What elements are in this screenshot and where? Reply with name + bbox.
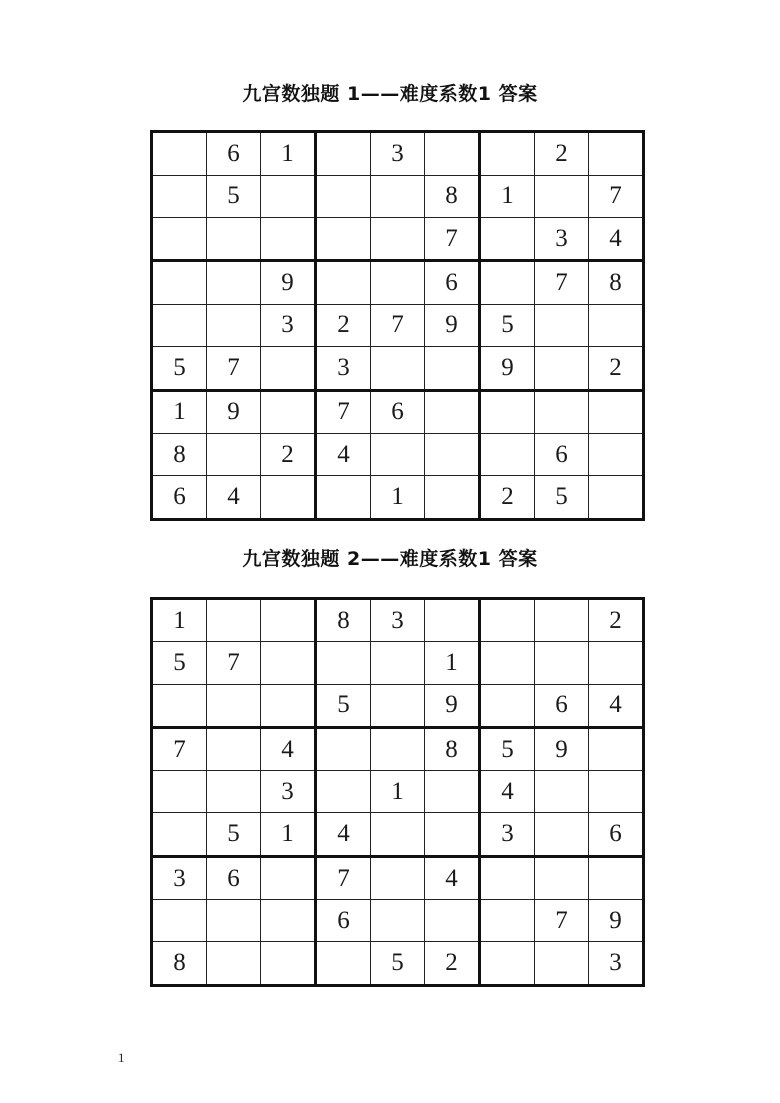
sudoku-cell [425, 900, 480, 942]
sudoku-cell: 1 [152, 599, 207, 642]
sudoku-cell: 1 [261, 813, 316, 856]
grid-row [152, 900, 644, 942]
sudoku-cell [480, 217, 535, 261]
sudoku-cell [261, 642, 316, 684]
sudoku-cell [371, 261, 425, 305]
sudoku-cell: 7 [207, 347, 261, 391]
sudoku-cell [371, 813, 425, 856]
sudoku-cell: 8 [152, 942, 207, 986]
sudoku-cell: 1 [261, 132, 316, 176]
sudoku-cell: 5 [480, 727, 535, 770]
sudoku-cell [480, 132, 535, 176]
sudoku-cell: 6 [316, 900, 371, 942]
sudoku-cell [152, 900, 207, 942]
sudoku-cell: 7 [152, 727, 207, 770]
sudoku-cell [261, 347, 316, 391]
sudoku-cell [480, 599, 535, 642]
sudoku-cell: 2 [589, 599, 644, 642]
sudoku-cell: 9 [425, 684, 480, 727]
sudoku-cell [261, 390, 316, 434]
sudoku-cell [261, 476, 316, 520]
sudoku-cell [589, 390, 644, 434]
sudoku-cell [152, 261, 207, 305]
sudoku-cell: 2 [589, 347, 644, 391]
sudoku-cell: 5 [207, 813, 261, 856]
sudoku-cell: 4 [480, 771, 535, 813]
sudoku-cell [535, 175, 589, 217]
sudoku-cell [152, 132, 207, 176]
sudoku-cell [261, 599, 316, 642]
sudoku-cell: 9 [480, 347, 535, 391]
sudoku-cell [152, 684, 207, 727]
sudoku-cell [316, 642, 371, 684]
sudoku-cell [207, 771, 261, 813]
sudoku-cell [207, 900, 261, 942]
sudoku-cell [152, 813, 207, 856]
sudoku-cell: 4 [425, 856, 480, 899]
sudoku-cell [207, 304, 261, 346]
sudoku-cell [480, 434, 535, 476]
sudoku-cell: 9 [589, 900, 644, 942]
sudoku-cell: 5 [152, 347, 207, 391]
sudoku-cell [480, 942, 535, 986]
sudoku-cell [371, 727, 425, 770]
sudoku-cell: 3 [316, 347, 371, 391]
sudoku-cell [371, 900, 425, 942]
sudoku-cell [261, 856, 316, 899]
sudoku-cell [371, 642, 425, 684]
sudoku-cell: 1 [480, 175, 535, 217]
sudoku-cell [425, 813, 480, 856]
sudoku-cell [316, 942, 371, 986]
grid-row [152, 304, 644, 346]
sudoku-cell: 9 [425, 304, 480, 346]
sudoku-cell: 6 [207, 856, 261, 899]
sudoku-cell [316, 771, 371, 813]
grid-row [152, 175, 644, 217]
sudoku-cell: 6 [152, 476, 207, 520]
sudoku-cell: 7 [535, 261, 589, 305]
grid-row [152, 132, 644, 176]
sudoku-cell: 2 [535, 132, 589, 176]
sudoku-cell [371, 217, 425, 261]
sudoku-cell: 3 [480, 813, 535, 856]
sudoku-cell: 5 [152, 642, 207, 684]
sudoku-cell [371, 175, 425, 217]
sudoku-cell [152, 217, 207, 261]
sudoku-cell: 4 [316, 813, 371, 856]
sudoku-cell: 2 [316, 304, 371, 346]
sudoku-cell [480, 684, 535, 727]
sudoku-cell [589, 856, 644, 899]
sudoku-cell: 6 [535, 684, 589, 727]
sudoku-cell: 7 [316, 856, 371, 899]
sudoku-cell: 9 [261, 261, 316, 305]
sudoku-cell [480, 390, 535, 434]
sudoku-cell [371, 347, 425, 391]
page-number: 1 [118, 1050, 125, 1065]
grid-row [152, 642, 644, 684]
sudoku-cell [207, 684, 261, 727]
sudoku-cell: 1 [371, 476, 425, 520]
sudoku-cell [589, 434, 644, 476]
sudoku-cell: 6 [207, 132, 261, 176]
puzzle-2-title: 九宫数独题 2——难度系数1 答案 [242, 548, 538, 570]
sudoku-cell [425, 132, 480, 176]
grid-row [152, 434, 644, 476]
grid-row [152, 599, 644, 642]
puzzle-1-title: 九宫数独题 1——难度系数1 答案 [242, 83, 538, 105]
sudoku-cell [425, 599, 480, 642]
sudoku-cell: 9 [207, 390, 261, 434]
sudoku-cell [207, 261, 261, 305]
sudoku-cell [535, 813, 589, 856]
sudoku-cell: 4 [589, 684, 644, 727]
sudoku-cell: 6 [589, 813, 644, 856]
sudoku-cell [316, 727, 371, 770]
sudoku-cell: 5 [207, 175, 261, 217]
sudoku-cell [480, 856, 535, 899]
sudoku-cell: 3 [152, 856, 207, 899]
sudoku-cell: 1 [425, 642, 480, 684]
sudoku-cell: 5 [535, 476, 589, 520]
sudoku-cell [261, 175, 316, 217]
sudoku-cell [535, 599, 589, 642]
sudoku-cell: 5 [480, 304, 535, 346]
sudoku-cell: 1 [371, 771, 425, 813]
sudoku-cell [152, 304, 207, 346]
sudoku-cell: 4 [316, 434, 371, 476]
sudoku-cell [152, 175, 207, 217]
sudoku-cell [535, 390, 589, 434]
sudoku-cell: 7 [316, 390, 371, 434]
sudoku-cell: 2 [480, 476, 535, 520]
grid-row [152, 347, 644, 391]
sudoku-cell: 8 [425, 727, 480, 770]
sudoku-cell [371, 684, 425, 727]
sudoku-cell: 1 [152, 390, 207, 434]
sudoku-cell [261, 684, 316, 727]
sudoku-cell: 8 [425, 175, 480, 217]
grid-row [152, 476, 644, 520]
sudoku-cell [316, 175, 371, 217]
grid-row [152, 390, 644, 434]
sudoku-cell: 9 [535, 727, 589, 770]
sudoku-cell: 6 [535, 434, 589, 476]
sudoku-cell: 5 [371, 942, 425, 986]
sudoku-cell [207, 434, 261, 476]
sudoku-cell: 7 [425, 217, 480, 261]
grid-row [152, 261, 644, 305]
grid-row [152, 684, 644, 727]
sudoku-cell [207, 217, 261, 261]
sudoku-cell: 8 [152, 434, 207, 476]
sudoku-cell [589, 476, 644, 520]
sudoku-cell: 4 [207, 476, 261, 520]
sudoku-cell: 6 [425, 261, 480, 305]
sudoku-cell [535, 642, 589, 684]
sudoku-cell [261, 942, 316, 986]
sudoku-cell: 8 [316, 599, 371, 642]
sudoku-cell: 3 [261, 304, 316, 346]
sudoku-cell: 8 [589, 261, 644, 305]
sudoku-cell: 7 [207, 642, 261, 684]
grid-row [152, 813, 644, 856]
sudoku-cell [480, 261, 535, 305]
sudoku-cell: 3 [261, 771, 316, 813]
sudoku-cell: 2 [261, 434, 316, 476]
sudoku-cell [207, 599, 261, 642]
sudoku-cell: 3 [371, 599, 425, 642]
sudoku-cell [261, 900, 316, 942]
sudoku-cell: 3 [535, 217, 589, 261]
sudoku-cell [535, 856, 589, 899]
sudoku-cell [316, 132, 371, 176]
sudoku-cell: 4 [261, 727, 316, 770]
grid-row [152, 942, 644, 986]
sudoku-cell [535, 304, 589, 346]
sudoku-grid-2 [150, 597, 645, 987]
sudoku-cell: 7 [371, 304, 425, 346]
sudoku-cell [425, 771, 480, 813]
sudoku-cell [425, 390, 480, 434]
sudoku-cell [589, 132, 644, 176]
sudoku-cell [425, 347, 480, 391]
sudoku-cell: 3 [371, 132, 425, 176]
sudoku-cell [371, 856, 425, 899]
sudoku-grid-1 [150, 130, 645, 521]
sudoku-cell [535, 771, 589, 813]
sudoku-cell [480, 642, 535, 684]
sudoku-cell [589, 771, 644, 813]
grid-row [152, 856, 644, 899]
sudoku-cell [589, 304, 644, 346]
grid-row [152, 217, 644, 261]
sudoku-cell [480, 900, 535, 942]
sudoku-cell [425, 434, 480, 476]
sudoku-cell: 7 [535, 900, 589, 942]
sudoku-cell: 7 [589, 175, 644, 217]
sudoku-cell: 5 [316, 684, 371, 727]
sudoku-cell [316, 476, 371, 520]
sudoku-cell [371, 434, 425, 476]
sudoku-cell [261, 217, 316, 261]
sudoku-cell [316, 217, 371, 261]
sudoku-cell: 2 [425, 942, 480, 986]
sudoku-cell [425, 476, 480, 520]
sudoku-cell [207, 942, 261, 986]
sudoku-cell: 6 [371, 390, 425, 434]
grid-row [152, 727, 644, 770]
grid-row [152, 771, 644, 813]
sudoku-cell [152, 771, 207, 813]
sudoku-cell [535, 942, 589, 986]
sudoku-cell: 4 [589, 217, 644, 261]
sudoku-cell: 3 [589, 942, 644, 986]
sudoku-cell [589, 642, 644, 684]
sudoku-cell [207, 727, 261, 770]
sudoku-cell [316, 261, 371, 305]
sudoku-cell [535, 347, 589, 391]
sudoku-cell [589, 727, 644, 770]
